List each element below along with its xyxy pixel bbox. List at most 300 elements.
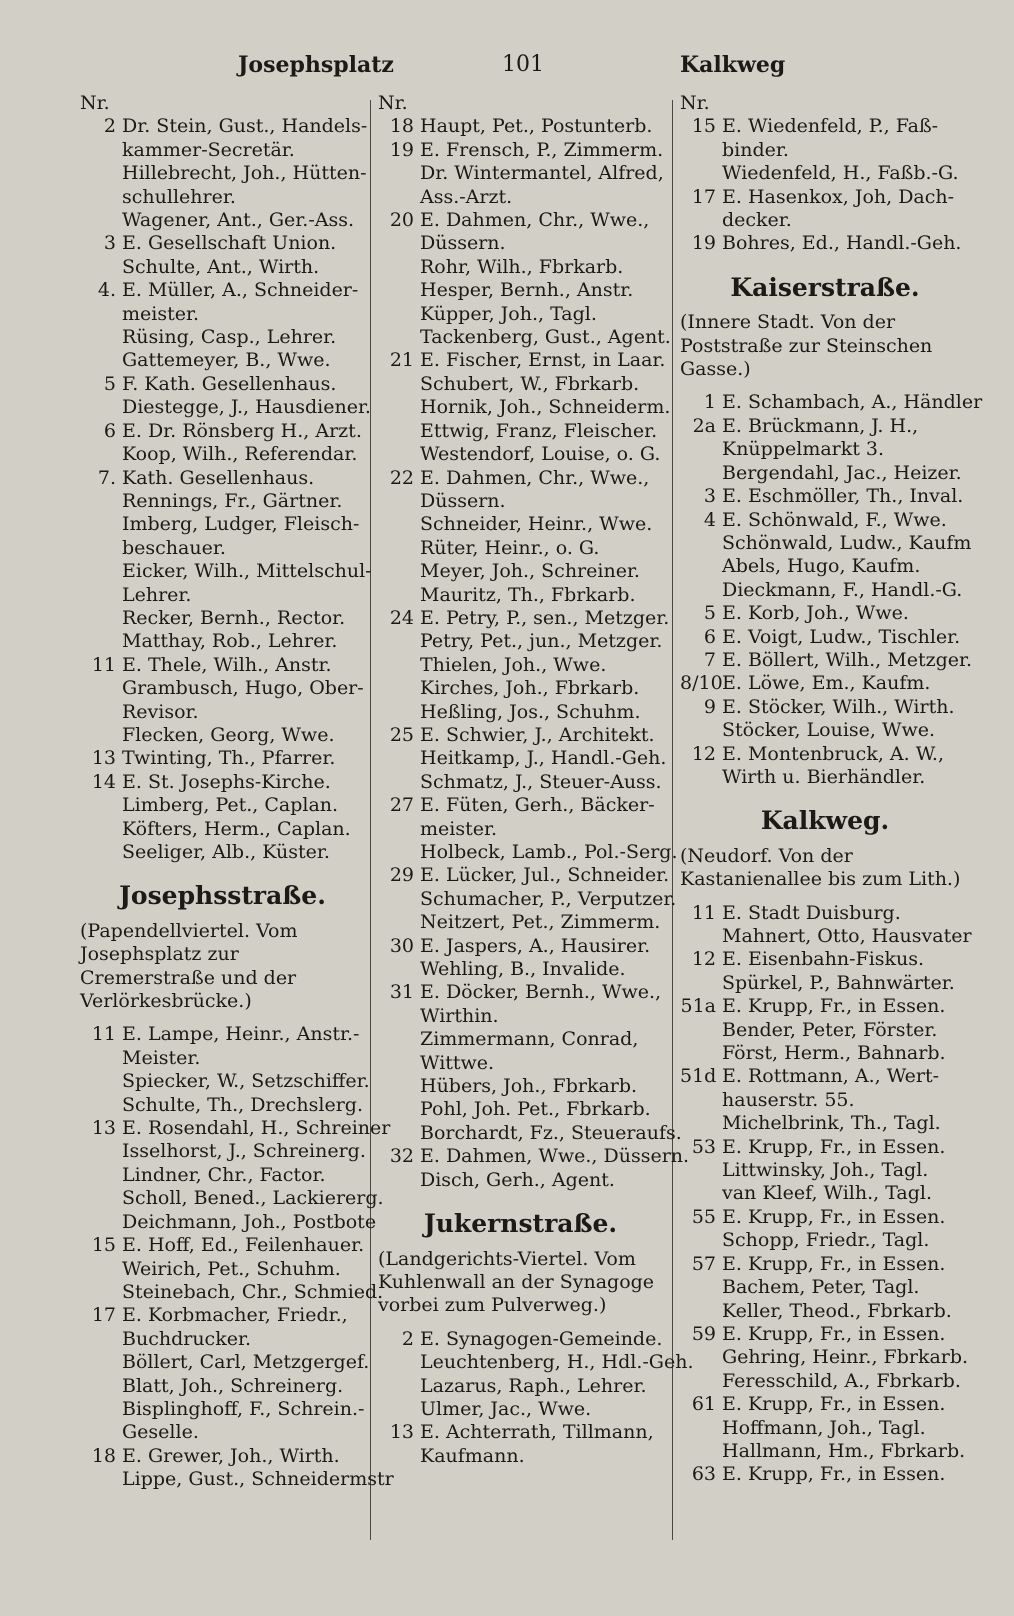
entry-text: Recker, Bernh., Rector.	[122, 606, 346, 629]
house-number	[378, 303, 420, 326]
directory-entry	[680, 672, 970, 695]
entry-text: Spiecker, W., Setzschiffer.	[122, 1070, 370, 1093]
entry-text: E. Füten, Gerh., Bäcker-	[420, 794, 655, 817]
entry-text: Stöcker, Louise, Wwe.	[722, 719, 936, 742]
directory-entry	[378, 701, 663, 724]
house-number: 13	[91, 747, 116, 770]
directory-entry	[80, 209, 365, 232]
directory-entry	[680, 1136, 970, 1159]
entry-text: Kath. Gesellenhaus.	[122, 466, 315, 489]
entry-text: Mahnert, Otto, Hausvater	[722, 925, 972, 947]
directory-entry	[80, 1280, 384, 1304]
directory-entry	[378, 747, 667, 770]
house-number	[80, 1070, 122, 1093]
house-number	[680, 162, 722, 185]
directory-entry	[680, 532, 970, 555]
house-number: 61	[691, 1393, 716, 1416]
entry-text: Köfters, Herm., Caplan.	[122, 817, 351, 840]
directory-entry	[378, 771, 663, 794]
entry-text: E. Voigt, Ludw., Tischler.	[722, 625, 961, 648]
entry-text: E. Dr. Rönsberg H., Arzt.	[122, 419, 362, 442]
entry-text: Holbeck, Lamb., Pol.-Serg.	[420, 841, 678, 863]
street-heading: Josephsstraße.	[119, 881, 326, 911]
entry-text: E. Löwe, Em., Kaufm.	[722, 672, 931, 695]
street-heading: Jukernstraße.	[423, 1209, 618, 1239]
house-number	[378, 654, 420, 677]
entry-text: Scholl, Bened., Lackiererg.	[122, 1187, 384, 1210]
house-number: 11	[91, 653, 116, 676]
house-number	[80, 139, 122, 162]
directory-entry	[680, 1065, 970, 1088]
house-number: 27	[389, 794, 414, 817]
house-number	[378, 232, 420, 255]
entry-text: Meyer, Joh., Schreiner.	[420, 560, 640, 583]
directory-entry	[378, 232, 663, 255]
entry-text: E. Thele, Wilh., Anstr.	[122, 653, 332, 676]
house-number	[378, 888, 420, 911]
entry-text: Abels, Hugo, Kaufm.	[722, 555, 921, 578]
entry-text: E. Dahmen, Wwe., Düssern.	[420, 1145, 690, 1168]
house-number: 5	[703, 602, 716, 625]
house-number: 11	[91, 1023, 116, 1046]
entry-text: Neitzert, Pet., Zimmerm.	[420, 911, 661, 934]
directory-entry	[80, 139, 365, 162]
entry-text: Petry, Pet., jun., Metzger.	[420, 630, 663, 653]
entry-text: Lehrer.	[122, 583, 192, 606]
column-3	[680, 92, 983, 1487]
directory-entry	[680, 415, 970, 438]
directory-entry	[80, 771, 365, 794]
directory-entry	[680, 743, 970, 766]
directory-entry	[80, 818, 365, 841]
directory-entry	[378, 958, 663, 981]
directory-entry	[80, 537, 365, 560]
house-number: 63	[691, 1463, 716, 1486]
directory-entry	[680, 1019, 970, 1042]
house-number: 31	[389, 981, 414, 1004]
house-number	[680, 1370, 722, 1393]
entry-text: Hillebrecht, Joh., Hütten-	[122, 162, 367, 185]
directory-entry	[378, 373, 663, 396]
entry-text: Keller, Theod., Fbrkarb.	[722, 1299, 952, 1322]
directory-entry	[680, 115, 970, 138]
entry-text: E. Stöcker, Wilh., Wirth.	[722, 695, 955, 718]
entry-text: Dieckmann, F., Handl.-G.	[722, 578, 963, 601]
entry-text: Düssern.	[420, 232, 506, 255]
directory-entry	[378, 1121, 682, 1145]
entry-text: Dr. Stein, Gust., Handels-	[122, 115, 368, 138]
directory-entry	[680, 696, 970, 719]
directory-entry	[80, 396, 371, 419]
house-number	[378, 747, 420, 770]
entry-text: Deichmann, Joh., Postbote	[122, 1210, 377, 1233]
entry-text: Heßling, Jos., Schuhm.	[420, 700, 641, 723]
directory-entry	[680, 1182, 970, 1205]
house-number	[80, 1211, 122, 1234]
directory-entry	[680, 1229, 970, 1252]
entry-text: Borchardt, Fz., Steueraufs.	[420, 1121, 682, 1144]
house-number: 2	[103, 115, 116, 138]
directory-entry	[80, 1375, 365, 1398]
directory-entry	[680, 1346, 970, 1369]
house-number	[378, 256, 420, 279]
entry-text: Meister.	[122, 1046, 201, 1069]
directory-entry	[378, 981, 663, 1004]
house-number	[378, 841, 420, 864]
house-number: 30	[389, 934, 414, 957]
entry-text: E. Krupp, Fr., in Essen.	[722, 1322, 946, 1345]
house-number: 7.	[97, 466, 116, 489]
entry-text: Hesper, Bernh., Anstr.	[420, 279, 634, 302]
directory-entry	[378, 560, 663, 583]
column-1	[80, 92, 394, 1492]
entry-text: Schneider, Heinr., Wwe.	[420, 513, 653, 536]
directory-entry	[80, 420, 365, 443]
entry-text: meister.	[122, 302, 200, 325]
house-number	[80, 841, 122, 864]
entry-text: Hoffmann, Joh., Tagl.	[722, 1416, 926, 1439]
house-number: 4	[703, 508, 716, 531]
house-number	[680, 1276, 722, 1299]
house-number: 32	[389, 1145, 414, 1168]
house-number: 19	[691, 232, 716, 255]
house-number: 17	[91, 1304, 116, 1327]
directory-entry	[680, 719, 970, 742]
house-number	[680, 209, 722, 232]
entry-text: Lippe, Gust., Schneidermstr	[122, 1468, 394, 1491]
house-number: 2a	[692, 414, 716, 437]
house-number	[80, 1164, 122, 1187]
directory-entry	[80, 467, 365, 490]
directory-entry	[378, 256, 663, 279]
entry-text: Bergendahl, Jac., Heizer.	[722, 461, 962, 484]
directory-entry	[680, 1276, 970, 1299]
directory-entry	[680, 626, 970, 649]
entry-text: meister.	[420, 817, 498, 840]
directory-entry	[378, 1145, 690, 1168]
entry-text: Ulmer, Jac., Wwe.	[420, 1397, 592, 1420]
house-number: 7	[703, 648, 716, 671]
directory-entry	[80, 1468, 394, 1491]
entry-text: E. Gesellschaft Union.	[122, 232, 337, 255]
house-number	[80, 490, 122, 513]
entry-text: E. Krupp, Fr., in Essen.	[722, 1252, 946, 1275]
directory-entry	[80, 724, 365, 747]
house-number	[80, 1351, 122, 1374]
entry-text: E. Montenbruck, A. W.,	[722, 742, 944, 765]
house-number: 51d	[680, 1065, 717, 1088]
entry-text: Geselle.	[122, 1421, 199, 1444]
entry-text: Wehling, B., Invalide.	[420, 958, 626, 981]
entry-text: Wagener, Ant., Ger.-Ass.	[122, 209, 355, 232]
directory-entry	[378, 1005, 663, 1028]
house-number	[680, 1229, 722, 1252]
directory-entry	[378, 911, 663, 934]
house-number	[378, 279, 420, 302]
entry-text: E. Krupp, Fr., in Essen.	[722, 1135, 946, 1158]
page-header	[0, 52, 1014, 86]
directory-entry	[378, 513, 663, 536]
house-number: 20	[389, 209, 414, 232]
entry-text: E. Petry, P., sen., Metzger.	[420, 606, 670, 629]
house-number	[378, 396, 420, 419]
house-number: 55	[691, 1205, 716, 1228]
entry-text: E. Krupp, Fr., in Essen.	[722, 1205, 946, 1228]
directory-entry	[680, 1323, 970, 1346]
directory-entry	[680, 462, 970, 485]
house-number	[378, 162, 420, 185]
entry-text: Weirich, Pet., Schuhm.	[122, 1257, 341, 1280]
directory-entry	[378, 654, 663, 677]
house-number: 15	[691, 115, 716, 138]
house-number	[80, 584, 122, 607]
house-number	[378, 677, 420, 700]
house-number	[378, 1398, 420, 1421]
directory-entry	[378, 1328, 663, 1351]
entry-text: E. Döcker, Bernh., Wwe.,	[420, 981, 662, 1004]
directory-entry	[378, 794, 663, 817]
directory-entry	[80, 349, 365, 372]
house-number	[378, 1052, 420, 1075]
entry-text: Grambusch, Hugo, Ober-	[122, 677, 364, 700]
entry-text: Matthay, Rob., Lehrer.	[122, 630, 338, 653]
house-number	[680, 1440, 722, 1463]
directory-entry	[378, 677, 663, 700]
number-label: Nr.	[378, 92, 408, 114]
directory-entry	[378, 724, 663, 747]
house-number	[80, 1187, 122, 1210]
directory-entry	[680, 232, 970, 255]
house-number	[80, 1140, 122, 1163]
house-number	[378, 513, 420, 536]
house-number	[80, 677, 122, 700]
house-number	[378, 771, 420, 794]
entry-text: E. Brückmann, J. H.,	[722, 414, 919, 437]
house-number	[80, 303, 122, 326]
directory-entry	[378, 1169, 663, 1192]
number-label: Nr.	[680, 92, 710, 114]
entry-text: Blatt, Joh., Schreinerg.	[122, 1374, 344, 1397]
house-number: 11	[691, 901, 716, 924]
number-label: Nr.	[80, 92, 110, 114]
directory-entry	[378, 1075, 663, 1098]
directory-entry	[680, 1440, 970, 1463]
house-number	[378, 186, 420, 209]
entry-text: Schumacher, P., Verputzer.	[420, 887, 677, 910]
entry-text: Kaufmann.	[420, 1444, 525, 1467]
entry-text: E. Hasenkox, Joh, Dach-	[722, 185, 955, 208]
directory-entry	[378, 841, 678, 864]
entry-text: E. Böllert, Wilh., Metzger.	[722, 648, 973, 671]
house-number	[80, 349, 122, 372]
street-description: (Neudorf. Von der Kastanienallee bis zum Lith.)	[680, 844, 961, 891]
directory-entry	[378, 1052, 663, 1075]
entry-text: F. Kath. Gesellenhaus.	[122, 372, 337, 395]
entry-text: E. Korbmacher, Friedr.,	[122, 1304, 348, 1327]
entry-text: binder.	[722, 138, 789, 161]
directory-entry	[80, 513, 365, 536]
house-number: 1	[703, 391, 716, 414]
directory-entry	[378, 864, 670, 887]
house-number	[680, 139, 722, 162]
house-number	[680, 1417, 722, 1440]
house-number: 21	[389, 349, 414, 372]
house-number	[80, 443, 122, 466]
column-divider	[672, 100, 673, 1540]
entry-text: Küpper, Joh., Tagl.	[420, 302, 597, 325]
directory-entry	[378, 396, 671, 419]
directory-entry	[378, 1028, 663, 1051]
directory-entry	[80, 1023, 365, 1046]
directory-entry	[680, 186, 970, 209]
house-number: 25	[389, 723, 414, 746]
entry-text: Rennings, Fr., Gärtner.	[122, 489, 343, 512]
house-number	[378, 1005, 420, 1028]
directory-entry	[680, 972, 970, 995]
house-number: 24	[389, 606, 414, 629]
entry-text: E. Lampe, Heinr., Anstr.-	[122, 1023, 360, 1046]
house-number	[680, 532, 722, 555]
house-number	[378, 490, 420, 513]
house-number	[80, 1258, 122, 1281]
house-number	[680, 1019, 722, 1042]
entry-text: Seeliger, Alb., Küster.	[122, 841, 330, 863]
house-number	[378, 818, 420, 841]
directory-entry	[680, 902, 970, 925]
house-number	[80, 1328, 122, 1351]
entry-text: Buchdrucker.	[122, 1327, 251, 1350]
house-number	[680, 972, 722, 995]
directory-entry	[378, 115, 663, 138]
directory-entry	[378, 279, 663, 302]
entry-text: Tackenberg, Gust., Agent.	[420, 326, 671, 349]
house-number: 53	[691, 1135, 716, 1158]
entry-text: Disch, Gerh., Agent.	[420, 1168, 615, 1191]
entry-text: Knüppelmarkt 3.	[722, 438, 885, 461]
entry-text: kammer-Secretär.	[122, 138, 295, 161]
house-number	[80, 162, 122, 185]
house-number	[80, 513, 122, 536]
house-number	[80, 607, 122, 630]
entry-text: Schmatz, J., Steuer-Auss.	[420, 770, 662, 793]
directory-entry	[80, 1047, 365, 1070]
directory-entry	[680, 1393, 970, 1416]
directory-entry	[80, 747, 365, 770]
directory-entry	[80, 1234, 365, 1257]
directory-entry	[80, 373, 365, 396]
house-number	[378, 1122, 420, 1145]
house-number	[378, 701, 420, 724]
directory-entry	[680, 1417, 970, 1440]
entry-text: Pohl, Joh. Pet., Fbrkarb.	[420, 1098, 651, 1121]
entry-text: Bisplinghoff, F., Schrein.-	[122, 1397, 365, 1420]
house-number	[80, 1468, 122, 1491]
directory-entry	[80, 256, 365, 279]
directory-entry	[80, 115, 368, 138]
directory-entry	[680, 438, 970, 461]
directory-entry	[80, 1304, 365, 1327]
house-number	[378, 958, 420, 981]
directory-entry	[80, 1351, 370, 1374]
house-number: 14	[91, 770, 116, 793]
entry-text: Westendorf, Louise, o. G.	[420, 443, 661, 466]
street-heading: Kalkweg.	[760, 806, 890, 836]
directory-entry	[80, 1117, 391, 1140]
entry-text: Schubert, W., Fbrkarb.	[420, 372, 640, 395]
directory-entry	[80, 326, 365, 349]
house-number	[80, 256, 122, 279]
entry-text: Düssern.	[420, 489, 506, 512]
house-number	[378, 1351, 420, 1374]
entry-text: E. Schwier, J., Architekt.	[420, 723, 655, 746]
entry-text: Leuchtenberg, H., Hdl.-Geh.	[420, 1351, 694, 1374]
entry-text: E. Frensch, P., Zimmerm.	[420, 138, 664, 161]
entry-text: beschauer.	[122, 536, 226, 559]
house-number	[378, 326, 420, 349]
house-number	[680, 719, 722, 742]
house-number: 13	[389, 1421, 414, 1444]
header-right: Kalkweg	[680, 52, 786, 78]
directory-entry	[680, 1253, 970, 1276]
house-number	[80, 794, 122, 817]
entry-text: Schopp, Friedr., Tagl.	[722, 1229, 930, 1252]
house-number	[680, 1182, 722, 1205]
entry-text: Diestegge, J., Hausdiener.	[122, 396, 371, 419]
entry-text: Dr. Wintermantel, Alfred,	[420, 162, 664, 185]
house-number	[80, 1281, 122, 1304]
house-number: 51a	[680, 995, 716, 1018]
house-number: 3	[103, 232, 116, 255]
entry-text: Lazarus, Raph., Lehrer.	[420, 1374, 647, 1397]
directory-entry	[680, 162, 970, 185]
entry-text: Wirthin.	[420, 1004, 499, 1027]
house-number: 22	[389, 466, 414, 489]
entry-text: E. Eschmöller, Th., Inval.	[722, 485, 964, 508]
entry-text: Isselhorst, J., Schreinerg.	[122, 1140, 366, 1163]
entry-text: Bachem, Peter, Tagl.	[722, 1276, 920, 1299]
entry-text: Hornik, Joh., Schneiderm.	[420, 396, 671, 419]
entry-text: Lindner, Chr., Factor.	[122, 1163, 326, 1186]
house-number	[80, 209, 122, 232]
directory-entry	[680, 1042, 970, 1065]
house-number: 9	[703, 695, 716, 718]
entry-text: Kirches, Joh., Fbrkarb.	[420, 677, 640, 700]
entry-text: Wittwe.	[420, 1051, 495, 1074]
house-number	[680, 1042, 722, 1065]
directory-entry	[680, 602, 970, 625]
entry-text: E. Hoff, Ed., Feilenhauer.	[122, 1234, 365, 1257]
entry-text: decker.	[722, 209, 792, 232]
entry-text: Gattemeyer, B., Wwe.	[122, 349, 331, 372]
entry-text: E. Rosendahl, H., Schreiner	[122, 1117, 391, 1140]
entry-text: E. Grewer, Joh., Wirth.	[122, 1444, 340, 1467]
entry-text: E. Krupp, Fr., in Essen.	[722, 1393, 946, 1416]
entry-text: Wiedenfeld, H., Faßb.-G.	[722, 162, 959, 185]
directory-entry	[80, 232, 365, 255]
entry-text: Michelbrink, Th., Tagl.	[722, 1112, 941, 1135]
entry-text: Koop, Wilh., Referendar.	[122, 443, 358, 466]
directory-entry	[680, 948, 970, 971]
directory-entry	[378, 1098, 663, 1121]
entry-text: Ass.-Arzt.	[420, 185, 513, 208]
directory-entry	[680, 995, 970, 1018]
directory-entry	[680, 391, 983, 414]
house-number: 15	[91, 1234, 116, 1257]
directory-entry	[378, 162, 663, 185]
house-number	[80, 701, 122, 724]
house-number	[680, 1089, 722, 1112]
directory-entry	[80, 443, 365, 466]
